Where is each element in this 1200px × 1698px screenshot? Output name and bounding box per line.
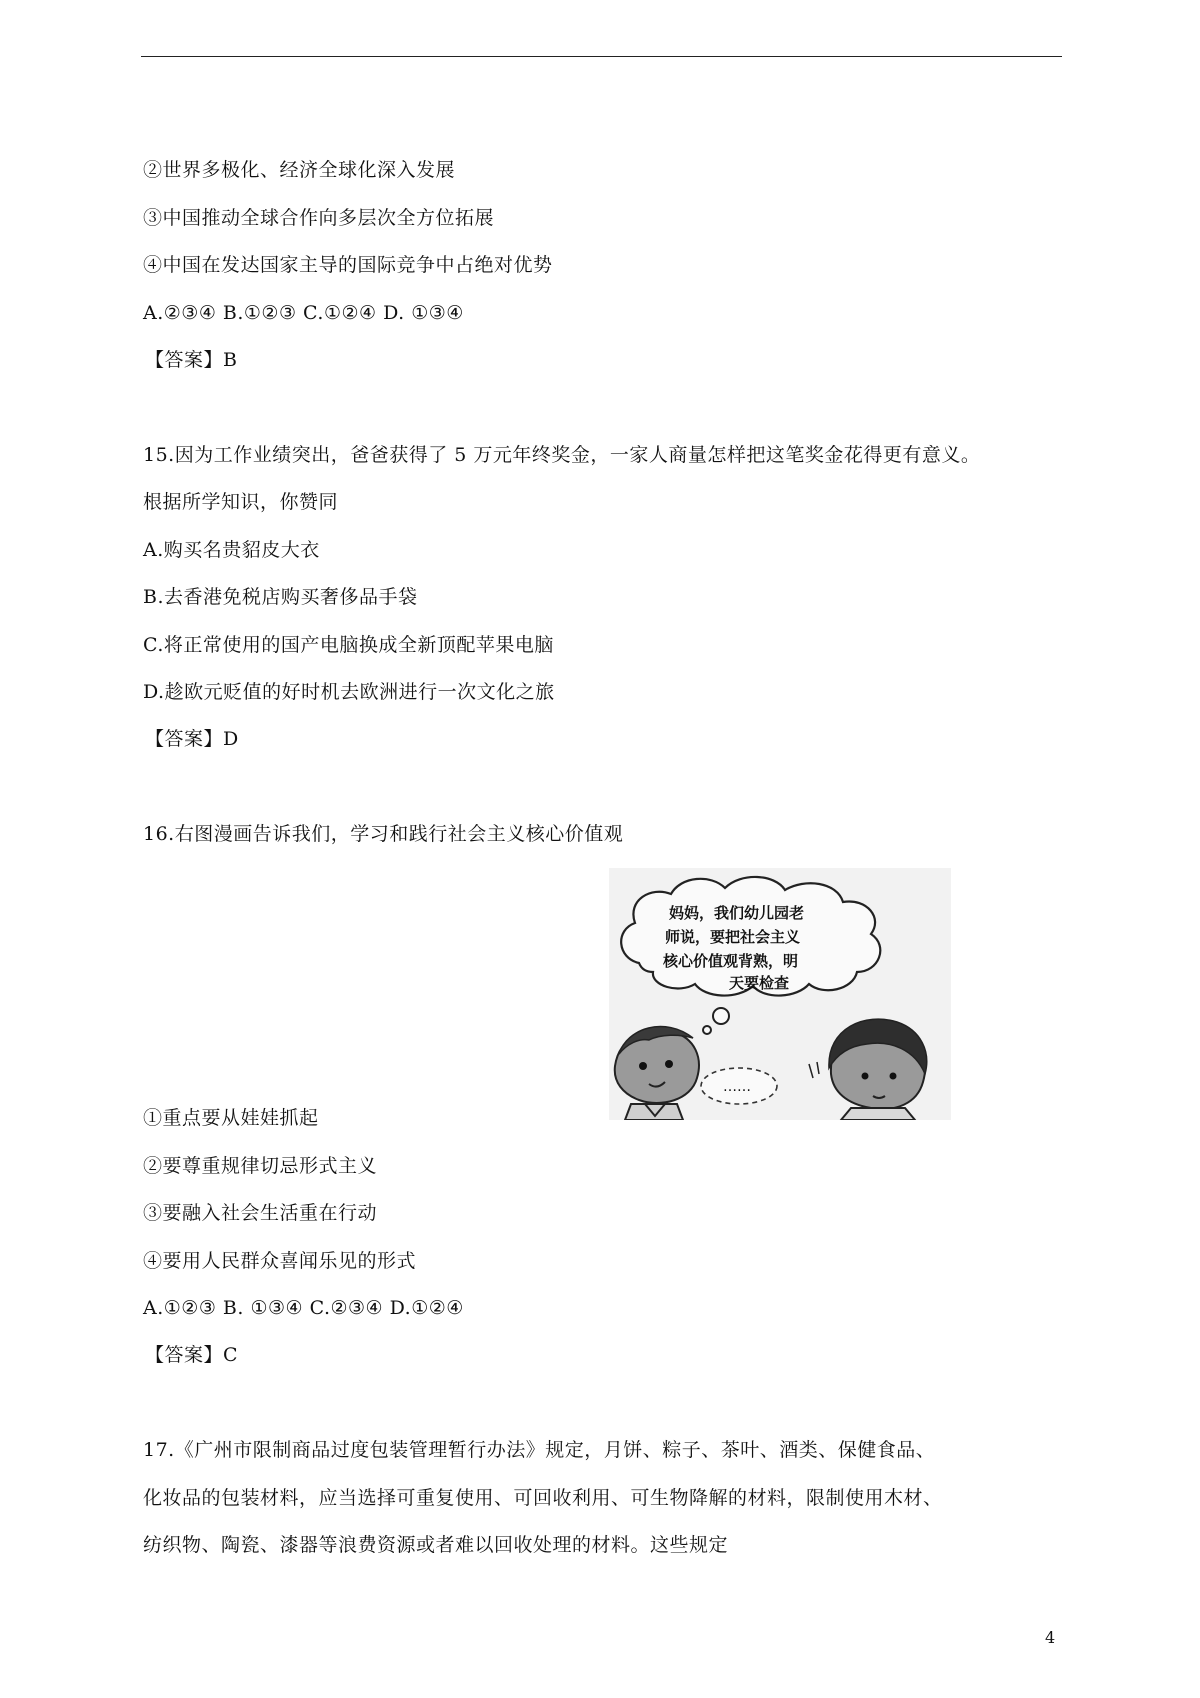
speech-line-1: 妈妈，我们幼儿园老 <box>669 904 805 922</box>
q15-option-c: C.将正常使用的国产电脑换成全新顶配苹果电脑 <box>143 634 554 656</box>
speech-line-4: 天要检查 <box>729 974 790 992</box>
q14-answer: 【答案】B <box>145 349 238 371</box>
page-number: 4 <box>1045 1628 1056 1647</box>
q14-option-2: ②世界多极化、经济全球化深入发展 <box>143 159 456 181</box>
q16-option-2: ②要尊重规律切忌形式主义 <box>143 1155 378 1177</box>
comic-illustration <box>609 868 951 1120</box>
q17-stem-line-3: 纺织物、陶瓷、漆器等浪费资源或者难以回收处理的材料。这些规定 <box>143 1534 729 1556</box>
q15-answer: 【答案】D <box>145 728 239 750</box>
q14-choices: A.②③④ B.①②③ C.①②④ D. ①③④ <box>143 302 464 324</box>
speech-line-3: 核心价值观背熟，明 <box>663 952 799 970</box>
q16-answer: 【答案】C <box>145 1344 239 1366</box>
comic-drawing <box>609 868 951 1120</box>
q16-option-1: ①重点要从娃娃抓起 <box>143 1107 319 1129</box>
q15-option-d: D.趁欧元贬值的好时机去欧洲进行一次文化之旅 <box>143 681 555 703</box>
q17-stem-line-2: 化妆品的包装材料，应当选择可重复使用、可回收利用、可生物降解的材料，限制使用木材、 <box>143 1487 943 1509</box>
q16-option-3: ③要融入社会生活重在行动 <box>143 1202 378 1224</box>
q16-option-4: ④要用人民群众喜闻乐见的形式 <box>143 1250 417 1272</box>
q16-stem: 16.右图漫画告诉我们，学习和践行社会主义核心价值观 <box>143 823 624 845</box>
q17-stem-line-1: 17.《广州市限制商品过度包装管理暂行办法》规定，月饼、粽子、茶叶、酒类、保健食品、 <box>143 1439 936 1461</box>
q15-stem-line-2: 根据所学知识，你赞同 <box>143 491 339 513</box>
thought-bubble-dot <box>713 1008 729 1024</box>
q16-choices: A.①②③ B. ①③④ C.②③④ D.①②④ <box>143 1297 464 1319</box>
header-rule <box>141 56 1062 57</box>
q14-option-3: ③中国推动全球合作向多层次全方位拓展 <box>143 207 495 229</box>
q14-option-4: ④中国在发达国家主导的国际竞争中占绝对优势 <box>143 254 553 276</box>
q15-option-a: A.购买名贵貂皮大衣 <box>143 539 320 561</box>
q15-stem-line-1: 15.因为工作业绩突出，爸爸获得了 5 万元年终奖金，一家人商量怎样把这笔奖金花得更有意义。 <box>143 444 981 466</box>
speech-line-2: 师说，要把社会主义 <box>665 928 801 946</box>
comic-ellipsis: …… <box>723 1079 751 1095</box>
thought-bubble-dot <box>703 1026 711 1034</box>
q15-option-b: B.去香港免税店购买奢侈品手袋 <box>143 586 418 608</box>
